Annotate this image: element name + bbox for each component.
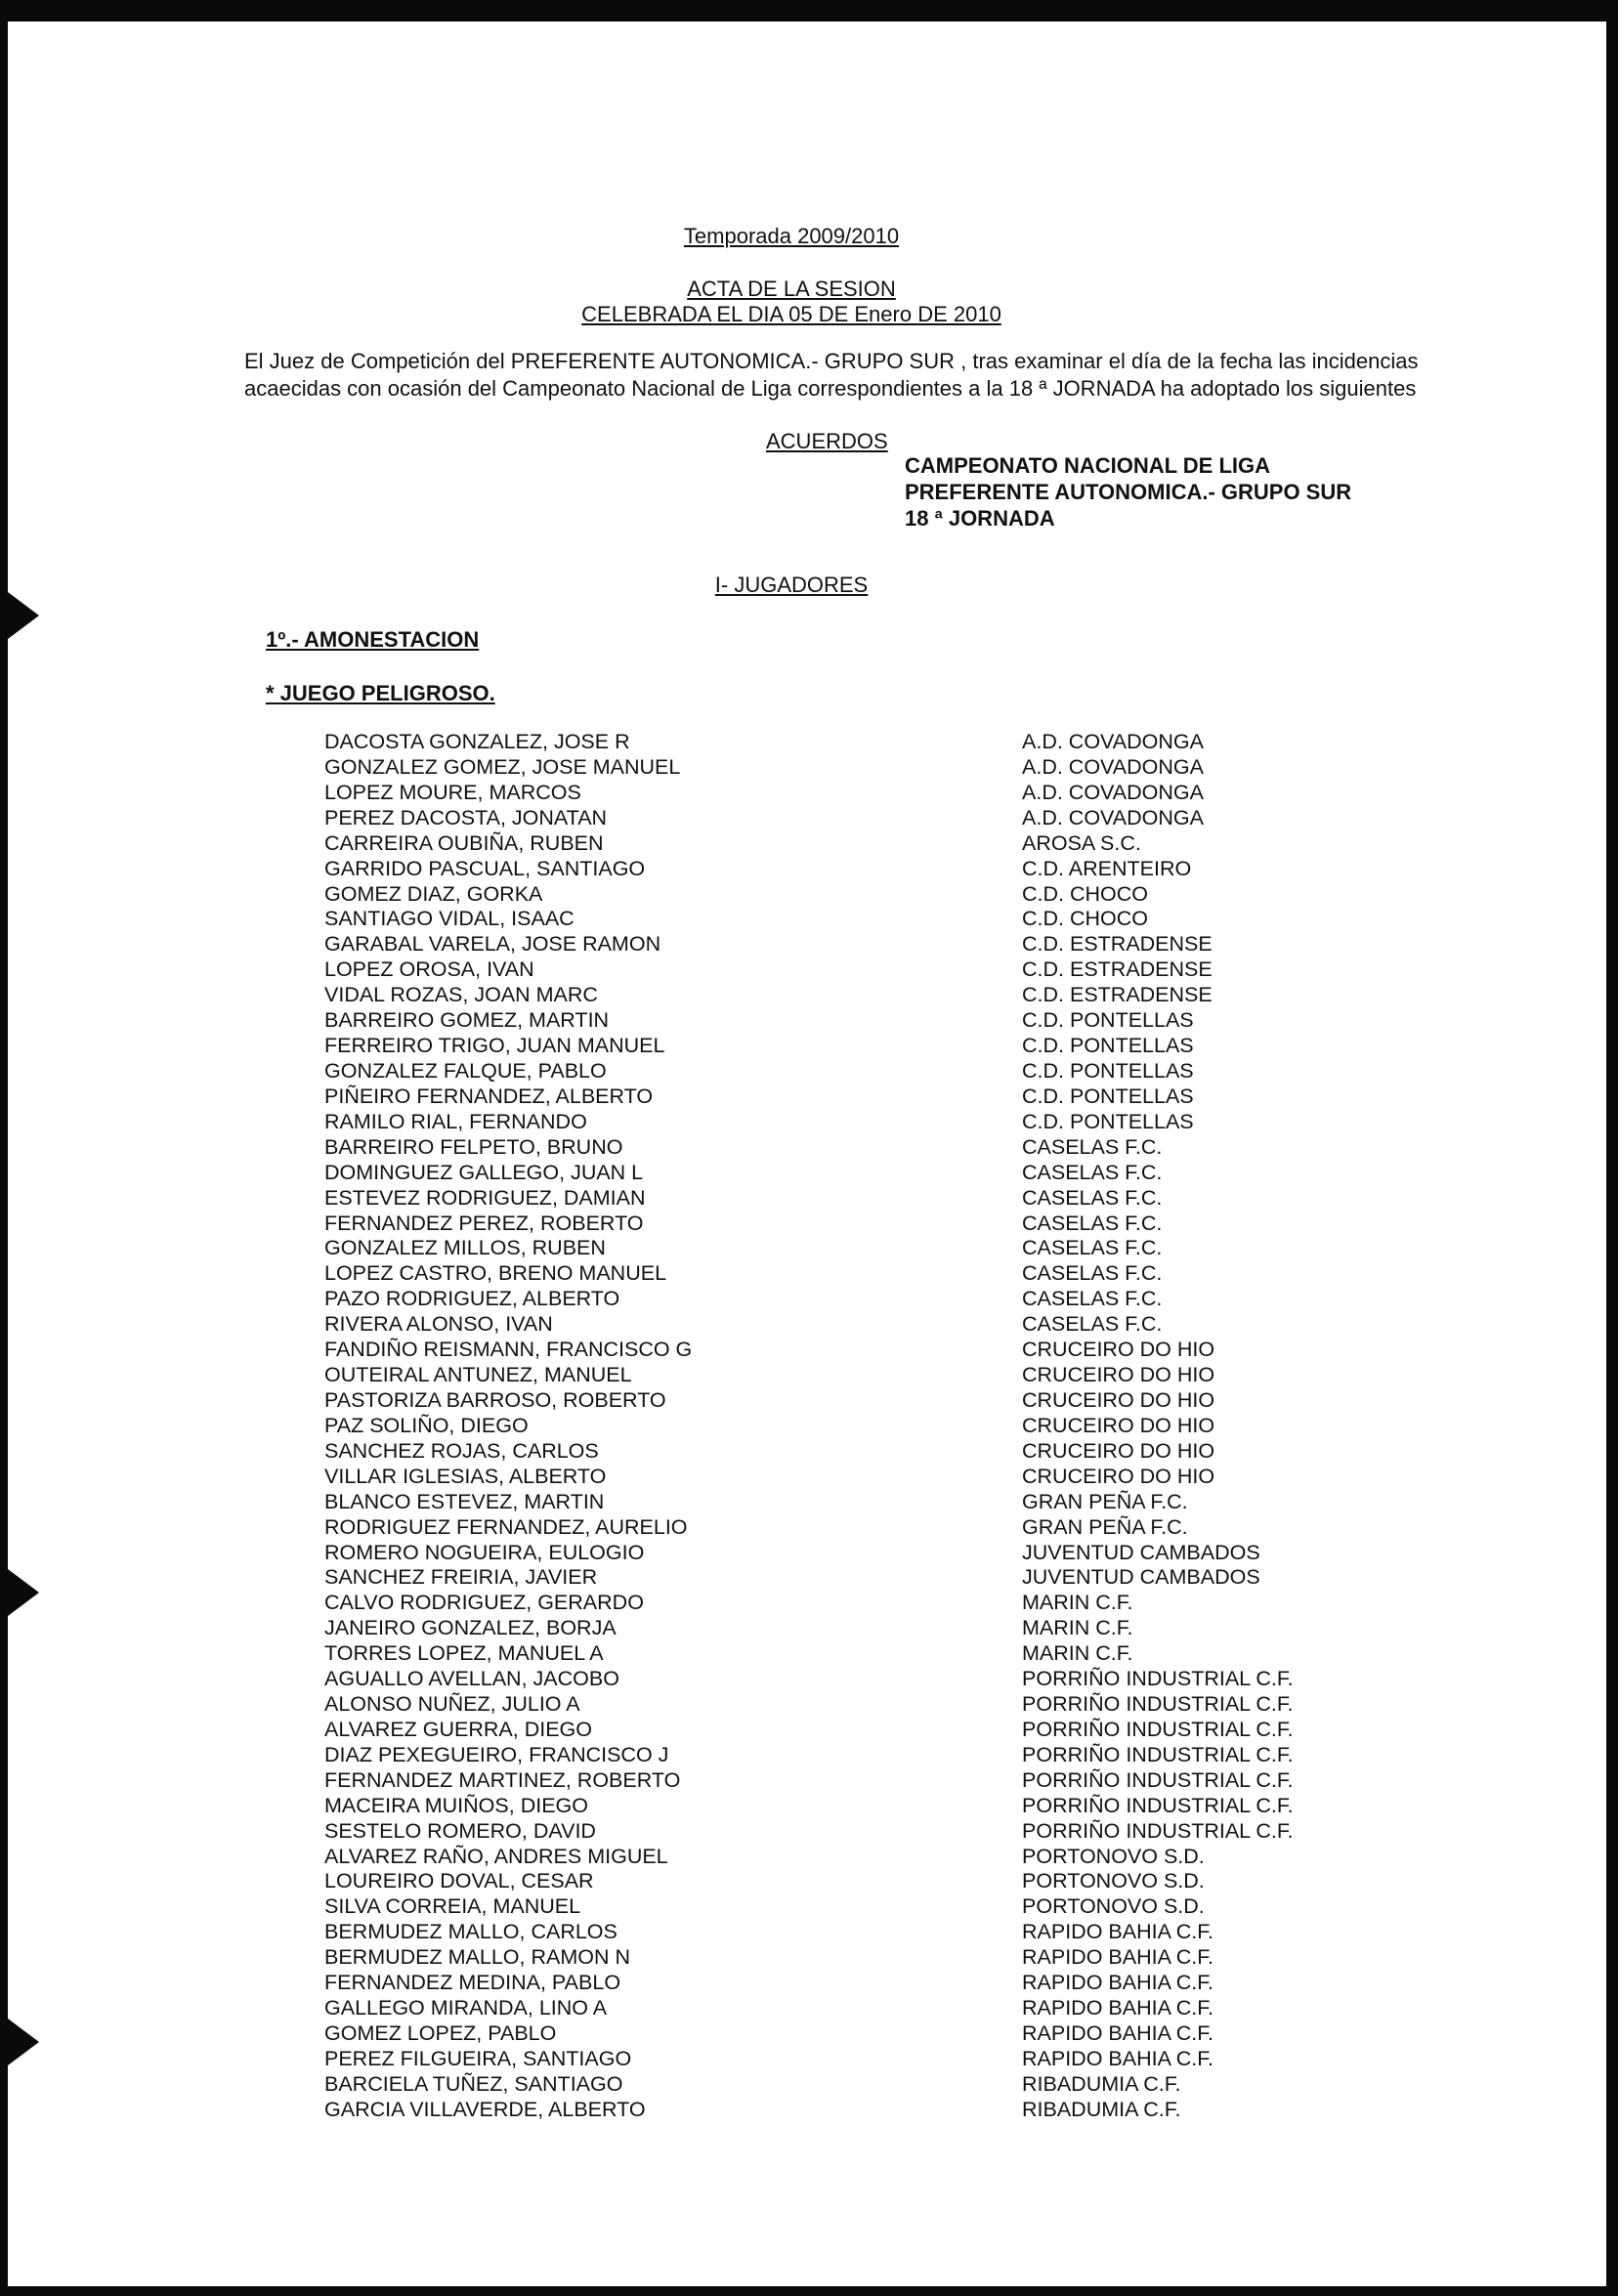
- player-name: GOMEZ DIAZ, GORKA: [324, 881, 543, 906]
- player-name: GONZALEZ GOMEZ, JOSE MANUEL: [324, 754, 681, 779]
- player-name: RIVERA ALONSO, IVAN: [324, 1312, 553, 1337]
- player-club: CASELAS F.C.: [1022, 1236, 1163, 1260]
- table-row: [324, 1161, 1399, 1186]
- table-row: [324, 1212, 1399, 1237]
- intro-line: El Juez de Competición del PREFERENTE AUTONOMICA.- GRUPO SUR , tras examinar el día de la fecha las incidencias: [244, 349, 1419, 373]
- table-row: [324, 1388, 1399, 1414]
- player-club: RAPIDO BAHIA C.F.: [1022, 1945, 1214, 1970]
- player-club: PORRIÑO INDUSTRIAL C.F.: [1022, 1742, 1294, 1766]
- table-row: [324, 1059, 1399, 1084]
- player-club: C.D. ARENTEIRO: [1022, 856, 1192, 880]
- player-name: AGUALLO AVELLAN, JACOBO: [324, 1667, 619, 1691]
- league-group: PREFERENTE AUTONOMICA.- GRUPO SUR: [905, 480, 1352, 504]
- player-name: GALLEGO MIRANDA, LINO A: [324, 1996, 608, 2020]
- table-row: [324, 1110, 1399, 1135]
- table-row: [324, 755, 1399, 781]
- scan-border-top: [0, 0, 1618, 21]
- player-club: C.D. ESTRADENSE: [1022, 957, 1213, 982]
- player-club: PORRIÑO INDUSTRIAL C.F.: [1022, 1818, 1294, 1843]
- player-club: CASELAS F.C.: [1022, 1261, 1163, 1286]
- player-name: SANCHEZ FREIRIA, JAVIER: [324, 1565, 598, 1590]
- scan-border-right: [1606, 0, 1618, 2296]
- league-name: CAMPEONATO NACIONAL DE LIGA: [905, 453, 1271, 478]
- player-name: BLANCO ESTEVEZ, MARTIN: [324, 1489, 605, 1513]
- player-club: JUVENTUD CAMBADOS: [1022, 1565, 1260, 1590]
- player-name: BARREIRO FELPETO, BRUNO: [324, 1134, 623, 1159]
- table-row: [324, 857, 1399, 882]
- player-name: SILVA CORREIA, MANUEL: [324, 1894, 581, 1919]
- table-row: [324, 957, 1399, 983]
- table-row: [324, 1008, 1399, 1034]
- player-club: CRUCEIRO DO HIO: [1022, 1387, 1215, 1412]
- player-club: C.D. PONTELLAS: [1022, 1084, 1194, 1108]
- player-club: CASELAS F.C.: [1022, 1160, 1163, 1184]
- player-name: ALVAREZ GUERRA, DIEGO: [324, 1717, 592, 1741]
- table-row: [324, 1490, 1399, 1515]
- player-name: PAZ SOLIÑO, DIEGO: [324, 1413, 529, 1437]
- table-row: [324, 1869, 1399, 1894]
- player-club: CRUCEIRO DO HIO: [1022, 1464, 1215, 1488]
- player-club: PORRIÑO INDUSTRIAL C.F.: [1022, 1717, 1294, 1741]
- category-heading: * JUEGO PELIGROSO.: [266, 681, 495, 705]
- player-name: LOPEZ OROSA, IVAN: [324, 957, 534, 982]
- table-row: [324, 1945, 1399, 1971]
- player-name: VILLAR IGLESIAS, ALBERTO: [324, 1464, 607, 1488]
- player-name: BARREIRO GOMEZ, MARTIN: [324, 1008, 610, 1033]
- table-row: [324, 1465, 1399, 1490]
- table-row: [324, 1135, 1399, 1161]
- table-row: [324, 1186, 1399, 1212]
- player-name: PASTORIZA BARROSO, ROBERTO: [324, 1387, 666, 1412]
- table-row: [324, 1920, 1399, 1945]
- player-club: RIBADUMIA C.F.: [1022, 2071, 1181, 2096]
- player-club: CRUCEIRO DO HIO: [1022, 1363, 1215, 1387]
- player-club: A.D. COVADONGA: [1022, 730, 1204, 753]
- table-row: [324, 1794, 1399, 1819]
- table-row: [324, 1084, 1399, 1110]
- player-name: ALVAREZ RAÑO, ANDRES MIGUEL: [324, 1844, 668, 1868]
- season-heading: Temporada 2009/2010: [683, 224, 900, 248]
- player-club: A.D. COVADONGA: [1022, 754, 1204, 779]
- player-club: PORTONOVO S.D.: [1022, 1869, 1205, 1893]
- player-name: RODRIGUEZ FERNANDEZ, AURELIO: [324, 1514, 688, 1539]
- player-club: CASELAS F.C.: [1022, 1185, 1163, 1210]
- table-row: [324, 1845, 1399, 1870]
- table-row: [324, 1971, 1399, 1996]
- player-name: FANDIÑO REISMANN, FRANCISCO G: [324, 1338, 693, 1362]
- table-row: [324, 1541, 1399, 1566]
- player-club: RAPIDO BAHIA C.F.: [1022, 1971, 1214, 1995]
- punch-hole-mark: [0, 2013, 39, 2071]
- player-club: PORRIÑO INDUSTRIAL C.F.: [1022, 1793, 1294, 1817]
- player-club: CASELAS F.C.: [1022, 1287, 1163, 1311]
- player-club: C.D. ESTRADENSE: [1022, 983, 1213, 1007]
- player-club: RIBADUMIA C.F.: [1022, 2097, 1181, 2121]
- player-list: [324, 730, 1399, 2123]
- player-club: PORTONOVO S.D.: [1022, 1894, 1205, 1919]
- player-name: PAZO RODRIGUEZ, ALBERTO: [324, 1287, 620, 1311]
- player-name: GONZALEZ FALQUE, PABLO: [324, 1058, 607, 1083]
- player-club: MARIN C.F.: [1022, 1616, 1133, 1640]
- league-block: [905, 452, 1351, 531]
- player-name: OUTEIRAL ANTUNEZ, MANUEL: [324, 1363, 632, 1387]
- player-name: CARREIRA OUBIÑA, RUBEN: [324, 830, 604, 855]
- table-row: [324, 983, 1399, 1008]
- player-club: C.D. PONTELLAS: [1022, 1034, 1194, 1058]
- table-row: [324, 1565, 1399, 1591]
- subsection-heading: 1º.- AMONESTACION: [266, 627, 480, 652]
- player-club: CASELAS F.C.: [1022, 1134, 1163, 1159]
- table-row: [324, 1894, 1399, 1920]
- player-name: DACOSTA GONZALEZ, JOSE R: [324, 730, 630, 753]
- player-name: FERNANDEZ PEREZ, ROBERTO: [324, 1211, 644, 1235]
- table-row: [324, 806, 1399, 831]
- player-name: GARCIA VILLAVERDE, ALBERTO: [324, 2097, 646, 2121]
- table-row: [324, 1287, 1399, 1312]
- table-row: [324, 907, 1399, 932]
- table-row: [324, 1261, 1399, 1287]
- player-name: ROMERO NOGUEIRA, EULOGIO: [324, 1540, 645, 1564]
- player-club: RAPIDO BAHIA C.F.: [1022, 2021, 1214, 2046]
- table-row: [324, 1718, 1399, 1743]
- table-row: [324, 781, 1399, 806]
- act-title: ACTA DE LA SESION: [687, 276, 896, 301]
- player-club: MARIN C.F.: [1022, 1641, 1133, 1666]
- table-row: [324, 1743, 1399, 1768]
- player-name: GARRIDO PASCUAL, SANTIAGO: [324, 856, 646, 880]
- table-row: [324, 1312, 1399, 1338]
- punch-hole-mark: [0, 1563, 39, 1622]
- table-row: [324, 1667, 1399, 1692]
- table-row: [324, 2098, 1399, 2123]
- player-name: ESTEVEZ RODRIGUEZ, DAMIAN: [324, 1185, 646, 1210]
- player-club: CASELAS F.C.: [1022, 1312, 1163, 1337]
- table-row: [324, 1414, 1399, 1439]
- intro-line: acaecidas con ocasión del Campeonato Nacional de Liga correspondientes a la 18 ª JORNADA ha adoptado los siguientes: [244, 376, 1417, 401]
- table-row: [324, 882, 1399, 908]
- player-name: BERMUDEZ MALLO, RAMON N: [324, 1945, 630, 1970]
- table-row: [324, 2047, 1399, 2072]
- player-name: SESTELO ROMERO, DAVID: [324, 1818, 596, 1843]
- player-name: GOMEZ LOPEZ, PABLO: [324, 2021, 557, 2046]
- table-row: [324, 1641, 1399, 1667]
- player-club: AROSA S.C.: [1022, 830, 1141, 855]
- player-club: A.D. COVADONGA: [1022, 780, 1204, 804]
- player-club: CRUCEIRO DO HIO: [1022, 1438, 1215, 1463]
- table-row: [324, 1439, 1399, 1465]
- player-club: JUVENTUD CAMBADOS: [1022, 1540, 1260, 1564]
- intro-paragraph: [244, 348, 1466, 403]
- player-name: CALVO RODRIGUEZ, GERARDO: [324, 1591, 644, 1615]
- player-name: PEREZ FILGUEIRA, SANTIAGO: [324, 2046, 632, 2070]
- player-club: RAPIDO BAHIA C.F.: [1022, 1996, 1214, 2020]
- table-row: [324, 730, 1399, 755]
- table-row: [324, 1363, 1399, 1388]
- player-club: CRUCEIRO DO HIO: [1022, 1413, 1215, 1437]
- player-name: JANEIRO GONZALEZ, BORJA: [324, 1616, 617, 1640]
- agreements-heading: ACUERDOS: [766, 429, 888, 453]
- player-name: SANCHEZ ROJAS, CARLOS: [324, 1438, 599, 1463]
- player-club: C.D. ESTRADENSE: [1022, 932, 1213, 957]
- player-club: GRAN PEÑA F.C.: [1022, 1489, 1188, 1513]
- session-date: CELEBRADA EL DIA 05 DE Enero DE 2010: [581, 302, 1001, 326]
- player-name: FERREIRO TRIGO, JUAN MANUEL: [324, 1034, 665, 1058]
- player-name: FERNANDEZ MARTINEZ, ROBERTO: [324, 1767, 681, 1792]
- player-club: PORTONOVO S.D.: [1022, 1844, 1205, 1868]
- player-club: RAPIDO BAHIA C.F.: [1022, 2046, 1214, 2070]
- player-club: C.D. PONTELLAS: [1022, 1008, 1194, 1033]
- player-club: PORRIÑO INDUSTRIAL C.F.: [1022, 1692, 1294, 1717]
- player-name: FERNANDEZ MEDINA, PABLO: [324, 1971, 621, 1995]
- player-club: C.D. PONTELLAS: [1022, 1058, 1194, 1083]
- player-name: BARCIELA TUÑEZ, SANTIAGO: [324, 2071, 623, 2096]
- player-club: GRAN PEÑA F.C.: [1022, 1514, 1188, 1539]
- league-round: 18 ª JORNADA: [905, 506, 1055, 531]
- player-club: MARIN C.F.: [1022, 1591, 1133, 1615]
- player-name: BERMUDEZ MALLO, CARLOS: [324, 1920, 617, 1944]
- player-name: LOUREIRO DOVAL, CESAR: [324, 1869, 594, 1893]
- player-name: ALONSO NUÑEZ, JULIO A: [324, 1692, 580, 1717]
- punch-hole-mark: [0, 586, 39, 645]
- player-club: C.D. PONTELLAS: [1022, 1109, 1194, 1133]
- table-row: [324, 831, 1399, 857]
- player-name: SANTIAGO VIDAL, ISAAC: [324, 907, 575, 931]
- player-name: GONZALEZ MILLOS, RUBEN: [324, 1236, 606, 1260]
- table-row: [324, 1515, 1399, 1541]
- table-row: [324, 1768, 1399, 1794]
- player-club: C.D. CHOCO: [1022, 907, 1148, 931]
- table-row: [324, 1236, 1399, 1261]
- section-heading: I- JUGADORES: [714, 573, 869, 597]
- table-row: [324, 1692, 1399, 1718]
- player-club: PORRIÑO INDUSTRIAL C.F.: [1022, 1667, 1294, 1691]
- player-name: RAMILO RIAL, FERNANDO: [324, 1109, 587, 1133]
- player-name: LOPEZ CASTRO, BRENO MANUEL: [324, 1261, 667, 1286]
- scan-border-bottom: [0, 2286, 1618, 2296]
- scan-border-left: [0, 0, 8, 2296]
- table-row: [324, 1616, 1399, 1641]
- player-name: TORRES LOPEZ, MANUEL A: [324, 1641, 604, 1666]
- player-name: MACEIRA MUIÑOS, DIEGO: [324, 1793, 588, 1817]
- table-row: [324, 932, 1399, 957]
- player-name: DIAZ PEXEGUEIRO, FRANCISCO J: [324, 1742, 669, 1766]
- player-club: RAPIDO BAHIA C.F.: [1022, 1920, 1214, 1944]
- table-row: [324, 1034, 1399, 1059]
- player-club: CASELAS F.C.: [1022, 1211, 1163, 1235]
- table-row: [324, 1591, 1399, 1616]
- table-row: [324, 2021, 1399, 2047]
- table-row: [324, 1996, 1399, 2021]
- player-name: PIÑEIRO FERNANDEZ, ALBERTO: [324, 1084, 654, 1108]
- player-name: DOMINGUEZ GALLEGO, JUAN L: [324, 1160, 644, 1184]
- player-club: A.D. COVADONGA: [1022, 805, 1204, 829]
- player-name: VIDAL ROZAS, JOAN MARC: [324, 983, 598, 1007]
- player-club: CRUCEIRO DO HIO: [1022, 1338, 1215, 1362]
- table-row: [324, 1338, 1399, 1363]
- table-row: [324, 1819, 1399, 1845]
- player-club: C.D. CHOCO: [1022, 881, 1148, 906]
- table-row: [324, 2072, 1399, 2098]
- player-name: GARABAL VARELA, JOSE RAMON: [324, 932, 661, 957]
- player-club: PORRIÑO INDUSTRIAL C.F.: [1022, 1767, 1294, 1792]
- player-name: PEREZ DACOSTA, JONATAN: [324, 805, 608, 829]
- player-name: LOPEZ MOURE, MARCOS: [324, 780, 581, 804]
